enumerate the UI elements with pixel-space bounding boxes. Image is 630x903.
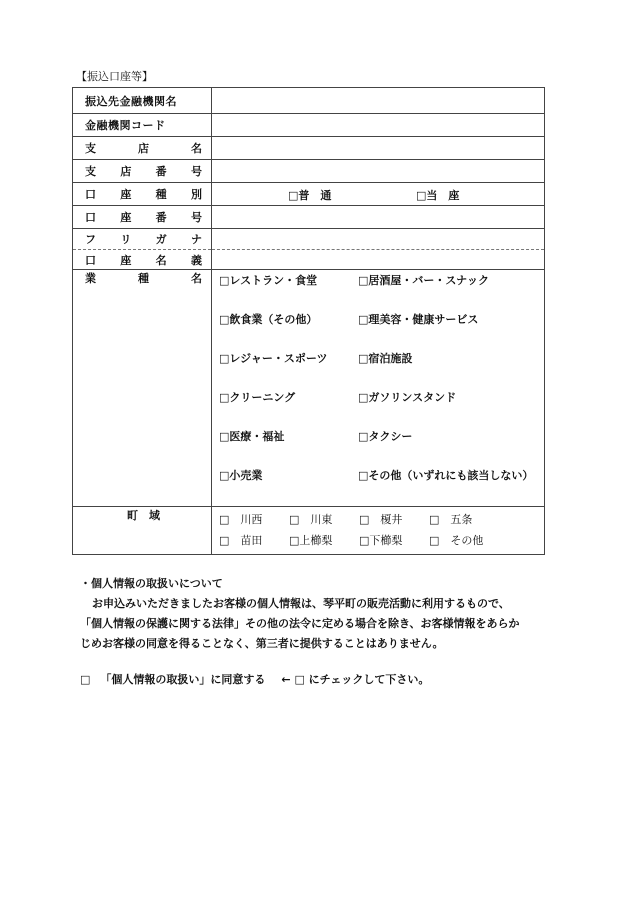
account-number-field[interactable] bbox=[212, 206, 545, 229]
privacy-text-line: お申込みいただきましたお客様の個人情報は、琴平町の販売活動に利用するもので、 bbox=[92, 597, 510, 610]
label-account-holder bbox=[73, 250, 212, 270]
industry-option[interactable]: □タクシー bbox=[358, 430, 413, 443]
label-bank-code: 金融機関コード bbox=[73, 114, 212, 137]
label-branch-number bbox=[73, 160, 212, 183]
label-char: ナ bbox=[190, 233, 202, 246]
label-bank-name: 振込先金融機関名 bbox=[73, 88, 212, 114]
industry-option[interactable]: □クリーニング bbox=[219, 391, 296, 404]
checkbox-ordinary[interactable]: □普 通 bbox=[288, 189, 332, 202]
label-char: リ bbox=[120, 233, 132, 246]
industry-option[interactable]: □その他（いずれにも該当しない） bbox=[358, 469, 534, 482]
consent-checkbox[interactable]: □ bbox=[80, 672, 91, 686]
branch-name-field[interactable] bbox=[212, 137, 545, 160]
town-option[interactable]: □ 苗田 bbox=[219, 534, 263, 547]
label-char: フ bbox=[85, 233, 96, 246]
label-town: 町 域 bbox=[73, 507, 212, 555]
industry-option[interactable]: □飲食業（その他） bbox=[219, 313, 318, 326]
furigana-field[interactable] bbox=[212, 229, 545, 250]
label-char: 口 bbox=[85, 188, 96, 201]
label-char: 番 bbox=[155, 211, 167, 224]
label-char: 座 bbox=[120, 188, 132, 201]
label-char: 座 bbox=[120, 253, 132, 267]
town-option[interactable]: □ 五条 bbox=[429, 513, 473, 526]
town-option[interactable]: □上櫛梨 bbox=[289, 534, 333, 547]
industry-option[interactable]: □レジャー・スポーツ bbox=[219, 352, 328, 365]
label-char: 義 bbox=[190, 253, 202, 267]
town-option[interactable]: □ 川東 bbox=[289, 513, 333, 526]
industry-option[interactable]: □理美容・健康サービス bbox=[358, 313, 479, 326]
label-char: 業 bbox=[85, 272, 96, 285]
label-char: 店 bbox=[138, 142, 149, 155]
town-options bbox=[212, 507, 545, 555]
town-option[interactable]: □ その他 bbox=[429, 534, 484, 547]
bank-code-field[interactable] bbox=[212, 114, 545, 137]
privacy-text-line: じめお客様の同意を得ることなく、第三者に提供することはありません。 bbox=[80, 637, 444, 650]
label-char: 種 bbox=[138, 272, 149, 285]
bank-name-field[interactable] bbox=[212, 88, 545, 114]
label-char: 番 bbox=[155, 165, 167, 178]
label-char: 店 bbox=[120, 165, 132, 178]
label-industry bbox=[73, 270, 212, 507]
label-char: 名 bbox=[191, 142, 202, 155]
privacy-text-line: 「個人情報の保護に関する法律」その他の法令に定める場合を除き、お客様情報をあらか bbox=[80, 617, 520, 630]
privacy-title: ・個人情報の取扱いについて bbox=[80, 577, 223, 590]
privacy-notice bbox=[80, 574, 520, 654]
industry-options bbox=[212, 270, 545, 507]
consent-text: 「個人情報の取扱い」に同意する bbox=[100, 673, 266, 686]
town-option[interactable]: □下櫛梨 bbox=[359, 534, 403, 547]
label-char: 種 bbox=[155, 188, 167, 201]
consent-row bbox=[80, 671, 429, 687]
label-account-type bbox=[73, 183, 212, 206]
label-char: 号 bbox=[190, 165, 202, 178]
label-char: 座 bbox=[120, 211, 132, 224]
label-char: ガ bbox=[155, 233, 167, 246]
account-holder-field[interactable] bbox=[212, 250, 545, 270]
town-option[interactable]: □ 川西 bbox=[219, 513, 263, 526]
label-branch-name bbox=[73, 137, 212, 160]
label-char: 名 bbox=[155, 253, 167, 267]
town-option[interactable]: □ 榎井 bbox=[359, 513, 403, 526]
label-furigana bbox=[73, 229, 212, 250]
industry-option[interactable]: □レストラン・食堂 bbox=[219, 274, 318, 287]
consent-instruction: ← □ にチェックして下さい。 bbox=[281, 673, 430, 686]
label-char: 名 bbox=[191, 272, 202, 285]
label-account-number bbox=[73, 206, 212, 229]
label-char: 号 bbox=[190, 211, 202, 224]
branch-number-field[interactable] bbox=[212, 160, 545, 183]
industry-option[interactable]: □小売業 bbox=[219, 469, 263, 482]
industry-option[interactable]: □医療・福祉 bbox=[219, 430, 285, 443]
checkbox-current[interactable]: □当 座 bbox=[416, 189, 460, 202]
label-char: 支 bbox=[85, 142, 96, 155]
industry-option[interactable]: □居酒屋・バー・スナック bbox=[358, 274, 489, 287]
label-char: 支 bbox=[85, 165, 96, 178]
label-char: 口 bbox=[85, 211, 96, 224]
label-char: 口 bbox=[85, 253, 96, 267]
industry-option[interactable]: □ガソリンスタンド bbox=[358, 391, 457, 404]
section-title: 【振込口座等】 bbox=[76, 70, 153, 83]
label-char: 別 bbox=[190, 188, 202, 201]
industry-option[interactable]: □宿泊施設 bbox=[358, 352, 413, 365]
bank-account-form bbox=[72, 87, 545, 555]
account-type-field bbox=[212, 183, 545, 206]
